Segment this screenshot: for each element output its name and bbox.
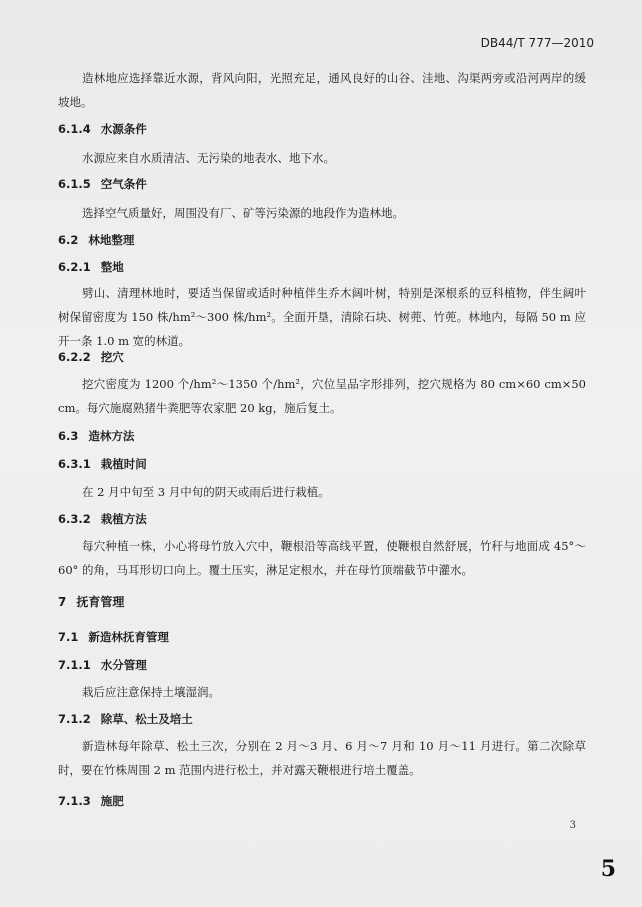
paragraph-weeding	[58, 734, 586, 782]
heading-title: 栽植方法	[100, 512, 147, 526]
heading-title: 抚育管理	[76, 595, 125, 609]
heading-6-1-5	[58, 176, 586, 192]
paragraph-text: 栽后应注意保持土壤湿润。	[82, 685, 220, 699]
heading-number: 6.2	[58, 233, 79, 247]
paragraph-text: 新造林每年除草、松土三次，分别在 2 月～3 月、6 月～7 月和 10 月～11 月进行。第二次除草时，要在竹株周围 2 m 范围内进行松土，并对露天鞭根进行培土覆盖。	[58, 739, 586, 777]
heading-6-3-2	[58, 511, 586, 527]
paragraph-text: 造林地应选择靠近水源，背风向阳，光照充足，通风良好的山谷、洼地、沟渠两旁或沿河两岸的缓坡地。	[58, 71, 586, 109]
heading-6-2	[58, 232, 586, 248]
paragraph-land-preparation	[58, 281, 586, 353]
heading-7-1	[58, 629, 586, 645]
heading-number: 6.2.2	[58, 350, 91, 364]
heading-title: 新造林抚育管理	[88, 630, 169, 644]
paragraph-digging-holes	[58, 372, 586, 420]
heading-title: 整地	[100, 260, 124, 274]
heading-number: 7.1.3	[58, 794, 91, 808]
heading-number: 6.3	[58, 429, 79, 443]
paragraph-text: 劈山、清理林地时，要适当保留或适时种植伴生乔木阔叶树，特别是深根系的豆科植物，伴生阔叶树保留密度为 150 株/hm²～300 株/hm²。全面开垦，清除石块、树蔸、竹蔸。林地内，每隔 50 m 应开一条 1.0 m 宽的林道。	[58, 286, 586, 348]
heading-title: 除草、松土及培土	[100, 712, 193, 726]
paragraph-text: 水源应来自水质清洁、无污染的地表水、地下水。	[82, 151, 335, 165]
heading-number: 7.1	[58, 630, 79, 644]
heading-title: 挖穴	[100, 350, 124, 364]
paragraph-text: 每穴种植一株，小心将母竹放入穴中，鞭根沿等高线平置，使鞭根自然舒展，竹秆与地面成 45°～60° 的角，马耳形切口向上。覆土压实，淋足定根水，并在母竹顶端截节中灌水。	[58, 539, 586, 577]
heading-6-2-2	[58, 349, 586, 365]
heading-number: 6.2.1	[58, 260, 91, 274]
heading-title: 栽植时间	[100, 457, 147, 471]
heading-6-2-1	[58, 259, 586, 275]
paragraph-planting-time	[58, 480, 586, 504]
heading-title: 水源条件	[100, 122, 147, 136]
heading-title: 施肥	[100, 794, 124, 808]
heading-7-1-2	[58, 711, 586, 727]
heading-number: 6.3.2	[58, 512, 91, 526]
heading-title: 水分管理	[100, 658, 147, 672]
paragraph-planting-method	[58, 534, 586, 582]
paragraph-text: 挖穴密度为 1200 个/hm²～1350 个/hm²，穴位呈品字形排列，挖穴规格为 80 cm×60 cm×50 cm。每穴施腐熟猪牛粪肥等农家肥 20 kg，施后复土。	[58, 377, 586, 415]
heading-number: 7	[58, 595, 67, 609]
heading-6-3-1	[58, 456, 586, 472]
paragraph-water-management	[58, 680, 586, 704]
heading-6-3	[58, 428, 586, 444]
paragraph-air-quality	[58, 201, 586, 225]
heading-title: 造林方法	[88, 429, 135, 443]
heading-number: 7.1.1	[58, 658, 91, 672]
heading-number: 7.1.2	[58, 712, 91, 726]
heading-number: 6.3.1	[58, 457, 91, 471]
paragraph-text: 选择空气质量好，周围没有厂、矿等污染源的地段作为造林地。	[82, 206, 404, 220]
heading-number: 6.1.4	[58, 122, 91, 136]
heading-6-1-4	[58, 121, 586, 137]
heading-7	[58, 594, 586, 610]
paragraph-water-source	[58, 146, 586, 170]
page-number: 3	[569, 820, 576, 831]
heading-7-1-1	[58, 657, 586, 673]
stamp-number: 5	[600, 856, 616, 882]
document-code: DB44/T 777—2010	[480, 36, 594, 50]
paragraph-text: 在 2 月中旬至 3 月中旬的阴天或雨后进行栽植。	[82, 485, 330, 499]
heading-title: 林地整理	[88, 233, 135, 247]
paragraph-site-selection	[58, 66, 586, 114]
heading-title: 空气条件	[100, 177, 147, 191]
heading-7-1-3	[58, 793, 586, 809]
heading-number: 6.1.5	[58, 177, 91, 191]
